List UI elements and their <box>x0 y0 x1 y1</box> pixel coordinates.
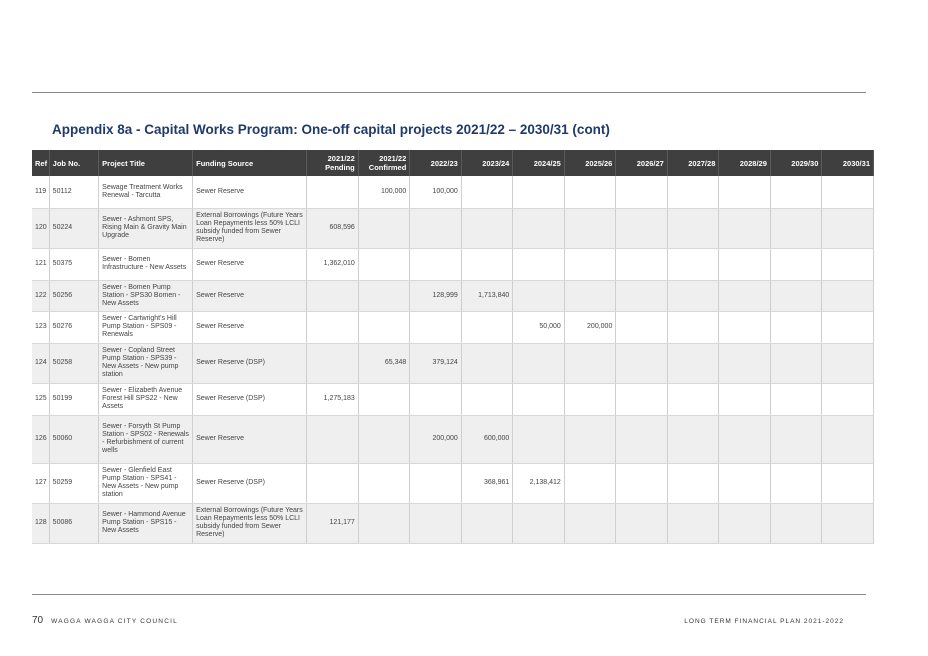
cell-job-no: 50224 <box>49 208 99 248</box>
cell-2025-26 <box>564 463 616 503</box>
cell-2021-22-confirmed <box>358 463 410 503</box>
cell-2022-23: 128,999 <box>410 280 462 311</box>
cell-2025-26 <box>564 415 616 463</box>
cell-project-title: Sewer - Hammond Avenue Pump Station - SPS15 - New Assets <box>99 503 193 543</box>
col-header-2025-26: 2025/26 <box>564 150 616 176</box>
cell-2028-29 <box>719 311 771 343</box>
cell-2021-22-confirmed: 65,348 <box>358 343 410 383</box>
cell-funding-source: Sewer Reserve <box>193 311 307 343</box>
cell-2021-22-pending <box>307 311 359 343</box>
cell-2021-22-confirmed: 100,000 <box>358 176 410 208</box>
cell-2030-31 <box>822 463 874 503</box>
cell-2026-27 <box>616 383 668 415</box>
cell-funding-source: Sewer Reserve <box>193 415 307 463</box>
cell-ref: 124 <box>32 343 49 383</box>
col-header-job: Job No. <box>49 150 99 176</box>
table-row <box>32 503 874 543</box>
cell-2030-31 <box>822 176 874 208</box>
table-row <box>32 415 874 463</box>
cell-2030-31 <box>822 311 874 343</box>
cell-2024-25 <box>513 343 565 383</box>
cell-2030-31 <box>822 415 874 463</box>
cell-2027-28 <box>667 311 719 343</box>
cell-ref: 125 <box>32 383 49 415</box>
col-header-2024-25: 2024/25 <box>513 150 565 176</box>
cell-2022-23: 200,000 <box>410 415 462 463</box>
cell-2029-30 <box>770 463 822 503</box>
cell-2026-27 <box>616 176 668 208</box>
table-header-row <box>32 150 874 176</box>
cell-2027-28 <box>667 503 719 543</box>
col-header-funding: Funding Source <box>193 150 307 176</box>
cell-2029-30 <box>770 280 822 311</box>
table-row <box>32 311 874 343</box>
cell-2028-29 <box>719 503 771 543</box>
cell-2021-22-pending: 1,362,010 <box>307 248 359 280</box>
cell-2027-28 <box>667 383 719 415</box>
footer-left <box>32 615 178 626</box>
cell-2028-29 <box>719 463 771 503</box>
cell-2028-29 <box>719 248 771 280</box>
cell-2026-27 <box>616 463 668 503</box>
cell-2030-31 <box>822 208 874 248</box>
cell-2025-26 <box>564 208 616 248</box>
cell-ref: 128 <box>32 503 49 543</box>
cell-2027-28 <box>667 208 719 248</box>
table-row <box>32 208 874 248</box>
capital-works-table <box>32 150 874 544</box>
cell-job-no: 50060 <box>49 415 99 463</box>
cell-2021-22-confirmed <box>358 208 410 248</box>
cell-2026-27 <box>616 415 668 463</box>
cell-2029-30 <box>770 503 822 543</box>
cell-2030-31 <box>822 280 874 311</box>
cell-ref: 122 <box>32 280 49 311</box>
cell-project-title: Sewage Treatment Works Renewal - Tarcutta <box>99 176 193 208</box>
cell-2028-29 <box>719 280 771 311</box>
cell-2025-26 <box>564 248 616 280</box>
cell-2030-31 <box>822 343 874 383</box>
col-header-2028-29: 2028/29 <box>719 150 771 176</box>
cell-ref: 121 <box>32 248 49 280</box>
cell-2030-31 <box>822 383 874 415</box>
cell-2029-30 <box>770 343 822 383</box>
cell-2030-31 <box>822 503 874 543</box>
cell-2023-24: 600,000 <box>461 415 513 463</box>
page-number: 70 <box>32 615 44 626</box>
cell-2026-27 <box>616 503 668 543</box>
cell-2025-26 <box>564 503 616 543</box>
cell-2022-23 <box>410 503 462 543</box>
cell-job-no: 50086 <box>49 503 99 543</box>
cell-2024-25 <box>513 280 565 311</box>
cell-job-no: 50259 <box>49 463 99 503</box>
cell-2029-30 <box>770 208 822 248</box>
cell-funding-source: Sewer Reserve (DSP) <box>193 383 307 415</box>
cell-project-title: Sewer - Elizabeth Avenue Forest Hill SPS22 - New Assets <box>99 383 193 415</box>
table-row <box>32 463 874 503</box>
cell-2028-29 <box>719 176 771 208</box>
cell-2026-27 <box>616 280 668 311</box>
cell-2021-22-confirmed <box>358 415 410 463</box>
cell-2025-26 <box>564 343 616 383</box>
council-name: WAGGA WAGGA CITY COUNCIL <box>51 618 178 625</box>
cell-2023-24 <box>461 503 513 543</box>
cell-funding-source: Sewer Reserve (DSP) <box>193 343 307 383</box>
cell-2021-22-pending <box>307 176 359 208</box>
cell-2023-24 <box>461 343 513 383</box>
cell-2023-24 <box>461 383 513 415</box>
cell-2024-25 <box>513 208 565 248</box>
cell-2027-28 <box>667 280 719 311</box>
cell-ref: 119 <box>32 176 49 208</box>
document-title: LONG TERM FINANCIAL PLAN 2021-2022 <box>684 618 844 625</box>
cell-2022-23: 379,124 <box>410 343 462 383</box>
cell-2023-24 <box>461 311 513 343</box>
cell-funding-source: External Borrowings (Future Years Loan Repayments less 50% LCLI subsidy funded from Sewer Reserve) <box>193 208 307 248</box>
cell-2023-24 <box>461 176 513 208</box>
col-header-2029-30: 2029/30 <box>770 150 822 176</box>
cell-2028-29 <box>719 343 771 383</box>
cell-2027-28 <box>667 248 719 280</box>
cell-2021-22-pending <box>307 463 359 503</box>
table-row <box>32 343 874 383</box>
cell-project-title: Sewer - Forsyth St Pump Station - SPS02 - Renewals - Refurbishment of current wells <box>99 415 193 463</box>
cell-2027-28 <box>667 343 719 383</box>
cell-2023-24: 368,961 <box>461 463 513 503</box>
cell-ref: 123 <box>32 311 49 343</box>
cell-2028-29 <box>719 415 771 463</box>
cell-2027-28 <box>667 463 719 503</box>
cell-2028-29 <box>719 383 771 415</box>
cell-2025-26 <box>564 176 616 208</box>
col-header-2022-23: 2022/23 <box>410 150 462 176</box>
cell-2025-26 <box>564 383 616 415</box>
cell-job-no: 50375 <box>49 248 99 280</box>
col-header-2030-31: 2030/31 <box>822 150 874 176</box>
cell-2021-22-pending: 608,596 <box>307 208 359 248</box>
cell-2024-25 <box>513 415 565 463</box>
cell-2021-22-confirmed <box>358 311 410 343</box>
col-header-2021-22-confirmed: 2021/22 Confirmed <box>358 150 410 176</box>
cell-job-no: 50256 <box>49 280 99 311</box>
cell-project-title: Sewer - Bomen Pump Station - SPS30 Bomen - New Assets <box>99 280 193 311</box>
cell-2021-22-confirmed <box>358 280 410 311</box>
cell-2025-26: 200,000 <box>564 311 616 343</box>
table-row <box>32 176 874 208</box>
cell-2021-22-confirmed <box>358 248 410 280</box>
cell-job-no: 50258 <box>49 343 99 383</box>
cell-funding-source: Sewer Reserve <box>193 280 307 311</box>
cell-2021-22-confirmed <box>358 383 410 415</box>
cell-2021-22-pending <box>307 280 359 311</box>
cell-2026-27 <box>616 208 668 248</box>
cell-2027-28 <box>667 176 719 208</box>
page-title: Appendix 8a - Capital Works Program: One-off capital projects 2021/22 – 2030/31 (cont) <box>52 122 610 137</box>
cell-job-no: 50199 <box>49 383 99 415</box>
cell-2029-30 <box>770 248 822 280</box>
col-header-2027-28: 2027/28 <box>667 150 719 176</box>
cell-funding-source: Sewer Reserve <box>193 176 307 208</box>
cell-2021-22-confirmed <box>358 503 410 543</box>
cell-2030-31 <box>822 248 874 280</box>
cell-2024-25 <box>513 176 565 208</box>
cell-2023-24: 1,713,840 <box>461 280 513 311</box>
col-header-2026-27: 2026/27 <box>616 150 668 176</box>
cell-2023-24 <box>461 248 513 280</box>
cell-2024-25 <box>513 503 565 543</box>
cell-2022-23 <box>410 208 462 248</box>
cell-2022-23 <box>410 383 462 415</box>
cell-2024-25: 50,000 <box>513 311 565 343</box>
cell-2029-30 <box>770 311 822 343</box>
cell-2021-22-pending: 121,177 <box>307 503 359 543</box>
cell-funding-source: External Borrowings (Future Years Loan Repayments less 50% LCLI subsidy funded from Sewer Reserve) <box>193 503 307 543</box>
cell-funding-source: Sewer Reserve <box>193 248 307 280</box>
cell-2029-30 <box>770 176 822 208</box>
col-header-project: Project Title <box>99 150 193 176</box>
cell-2021-22-pending <box>307 343 359 383</box>
cell-job-no: 50276 <box>49 311 99 343</box>
cell-2025-26 <box>564 280 616 311</box>
cell-2028-29 <box>719 208 771 248</box>
cell-project-title: Sewer - Cartwright's Hill Pump Station - SPS09 - Renewals <box>99 311 193 343</box>
cell-project-title: Sewer - Ashmont SPS, Rising Main & Gravity Main Upgrade <box>99 208 193 248</box>
cell-2029-30 <box>770 383 822 415</box>
cell-project-title: Sewer - Copland Street Pump Station - SPS39 - New Assets - New pump station <box>99 343 193 383</box>
cell-2021-22-pending <box>307 415 359 463</box>
cell-2027-28 <box>667 415 719 463</box>
cell-2026-27 <box>616 343 668 383</box>
cell-2024-25 <box>513 248 565 280</box>
table-row <box>32 248 874 280</box>
cell-2024-25: 2,138,412 <box>513 463 565 503</box>
cell-2021-22-pending: 1,275,183 <box>307 383 359 415</box>
cell-ref: 126 <box>32 415 49 463</box>
cell-2022-23 <box>410 248 462 280</box>
cell-ref: 120 <box>32 208 49 248</box>
cell-2022-23 <box>410 463 462 503</box>
cell-2023-24 <box>461 208 513 248</box>
col-header-ref: Ref <box>32 150 49 176</box>
cell-2029-30 <box>770 415 822 463</box>
table-row <box>32 280 874 311</box>
header-rule <box>32 92 866 93</box>
cell-project-title: Sewer - Glenfield East Pump Station - SPS41 - New Assets - New pump station <box>99 463 193 503</box>
col-header-2023-24: 2023/24 <box>461 150 513 176</box>
cell-ref: 127 <box>32 463 49 503</box>
table-row <box>32 383 874 415</box>
cell-funding-source: Sewer Reserve (DSP) <box>193 463 307 503</box>
cell-2022-23 <box>410 311 462 343</box>
cell-2026-27 <box>616 248 668 280</box>
col-header-2021-22-pending: 2021/22 Pending <box>307 150 359 176</box>
cell-job-no: 50112 <box>49 176 99 208</box>
cell-2026-27 <box>616 311 668 343</box>
footer-rule <box>32 594 866 595</box>
cell-2024-25 <box>513 383 565 415</box>
cell-2022-23: 100,000 <box>410 176 462 208</box>
cell-project-title: Sewer - Bomen Infrastructure - New Assets <box>99 248 193 280</box>
